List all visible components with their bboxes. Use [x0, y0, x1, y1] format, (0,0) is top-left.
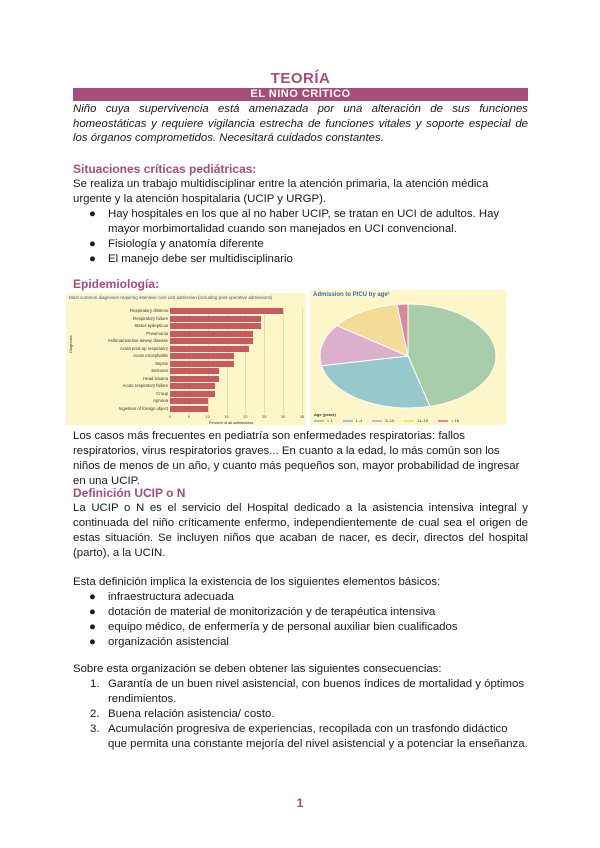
- x-tick-label: 5: [187, 415, 190, 419]
- numbered-list-consecuencias: [73, 677, 528, 752]
- list-item: 1. Garantía de un buen nivel asistencial, con buenos índices de mortalidad y óptimos rendimientos.: [90, 678, 525, 705]
- bar: [170, 316, 261, 322]
- bar-row: [66, 353, 306, 359]
- bullet-icon: ●: [89, 238, 96, 250]
- page-title: TEORÍA: [270, 70, 331, 87]
- bar-label: Head trauma: [143, 375, 168, 381]
- bar-row: [66, 316, 306, 322]
- x-tick-label: 35: [299, 415, 305, 419]
- pie-chart-title: Admission to PICU by age¹: [313, 292, 390, 298]
- bar: [170, 331, 253, 337]
- bar-row: [66, 331, 306, 337]
- list-item: ● equipo médico, de enfermería y de personal auxiliar bien cualificados: [89, 621, 458, 633]
- bar-label: Respiratory failure: [133, 315, 168, 321]
- heading-situaciones: Situaciones críticas pediátricas:: [73, 162, 257, 176]
- paragraph-epidemiologia: Los casos más frecuentes en pediatría son enfermedades respiratorias: fallos respiratorios, virus respiratorios graves... En cuanto a la edad, lo más común son los niños de menos de un año, y cuanto más pequeños son, mayor probabilidad de ingresar en una UCIP.: [73, 430, 520, 487]
- legend-item: > 16: [438, 418, 459, 423]
- bar-label: Acute post-op respiratory: [119, 345, 168, 351]
- bar-row: [66, 391, 306, 397]
- legend-item: 11–15: [404, 418, 428, 423]
- bar-label: Asthma/reactive airway disease: [107, 338, 168, 343]
- bar: [170, 308, 283, 314]
- bar: [170, 353, 234, 359]
- x-tick-label: 25: [262, 415, 267, 419]
- bar-row: [66, 406, 306, 412]
- list-item: ● Fisiología y anatomía diferente: [89, 238, 264, 250]
- bar-row: [66, 323, 306, 329]
- bullet-icon: ●: [89, 253, 96, 265]
- bar: [170, 323, 261, 329]
- diagnoses-bar-chart: [66, 293, 306, 425]
- bar-label: Croup: [156, 390, 168, 396]
- bar-label: Apnoea: [153, 398, 168, 403]
- legend-swatch: [343, 420, 353, 422]
- bar: [170, 391, 215, 397]
- heading-epidemiologia: Epidemiología:: [73, 277, 160, 291]
- paragraph-elementos-intro: Esta definición implica la existencia de los siguientes elementos básicos:: [73, 576, 441, 588]
- x-tick-label: 0: [168, 415, 172, 419]
- bar: [170, 406, 208, 412]
- bar-row: [66, 383, 306, 389]
- bar: [170, 346, 249, 352]
- x-tick-label: 20: [243, 415, 248, 419]
- list-item: ● Hay hospitales en los que al no haber UCIP, se tratan en UCI de adultos. Hay mayor morbimortalidad cuando son manejados en UCI convencional.: [89, 208, 500, 235]
- legend-swatch: [404, 420, 414, 422]
- pie-legend: [314, 418, 459, 423]
- list-item: ● infraestructura adecuada: [89, 591, 235, 603]
- list-item: ● organización asistencial: [89, 636, 229, 648]
- bullet-icon: ●: [89, 606, 96, 618]
- bar-label: Acute encephalitis: [133, 353, 168, 358]
- bar: [170, 376, 219, 382]
- pie-legend-title: Age (years): [314, 412, 336, 417]
- intro-definition: Niño cuya supervivencia está amenazada por una alteración de sus funciones homeostáticas y requiere vigilancia estrecha de funciones vitales y soporte especial de los órganos comprometidos. Necesitará cuidados constantes.: [73, 103, 528, 144]
- page-number: 1: [296, 796, 304, 810]
- legend-item: < 1: [314, 418, 333, 423]
- x-tick-label: 15: [224, 415, 229, 419]
- paragraph-definicion: La UCIP o N es el servicio del Hospital dedicado a la asistencia intensiva integral y continuada del niño críticamente enfermo, independientemente de cual sea el origen de estas situación. Se incluyen niños que acaban de nacer, es decir, directos del hospital (parto), a la UCIN.: [73, 502, 528, 559]
- bar-label: Seizures: [151, 368, 168, 373]
- list-item: ● El manejo debe ser multidisciplinario: [89, 253, 293, 265]
- bar: [170, 338, 253, 344]
- bar-row: [66, 338, 306, 344]
- bar-row: [66, 368, 306, 374]
- list-item: ● dotación de material de monitorización y de terapéutica intensiva: [89, 606, 436, 618]
- bullet-icon: ●: [89, 591, 96, 603]
- bar-chart-xlabel: Percent of all admissions: [208, 420, 254, 425]
- bullet-icon: ●: [89, 621, 96, 633]
- list-item: 3. Acumulación progresiva de experiencias, recopilada con un trasfondo didáctico que permita una constante mejoría del nivel asistencial y a potenciar la enseñanza.: [90, 723, 528, 750]
- x-tick-label: 10: [205, 415, 210, 419]
- bar: [170, 361, 234, 367]
- bar: [170, 383, 215, 389]
- bar-label: Status epilepticus: [134, 323, 168, 328]
- pie-chart-graphic: [318, 302, 498, 410]
- legend-swatch: [438, 420, 448, 422]
- age-pie-chart: [310, 290, 506, 425]
- bar-row: [66, 308, 306, 314]
- bar: [170, 398, 208, 404]
- bar-row: [66, 361, 306, 367]
- bar: [170, 368, 219, 374]
- bullet-list-elementos: [73, 590, 528, 650]
- paragraph-consecuencias-intro: Sobre esta organización se deben obtener las siguientes consecuencias:: [73, 663, 442, 675]
- section-banner: EL NIÑO CRÍTICO: [73, 88, 528, 101]
- bar-label: Acute respiratory failure: [122, 383, 168, 388]
- legend-item: 1–4: [343, 418, 363, 423]
- list-item: 2. Buena relación asistencia/ costo.: [90, 708, 275, 720]
- bar-chart-ylabel: Diagnosis: [68, 335, 73, 353]
- paragraph-situaciones: Se realiza un trabajo multidisciplinar entre la atención primaria, la atención médica urgente y la atención hospitalaria (UCIP y URGP).: [73, 178, 489, 205]
- bar-row: [66, 398, 306, 404]
- x-tick-label: 30: [281, 415, 286, 419]
- bar-row: [66, 376, 306, 382]
- legend-swatch: [372, 420, 382, 422]
- bar-chart-title: Most common diagnoses requiring intensive care unit admission (including post-operative admissions): [69, 295, 273, 300]
- bullet-icon: ●: [89, 208, 96, 220]
- heading-definicion: Definición UCIP o N: [73, 486, 186, 500]
- bar-label: Respiratory distress: [130, 308, 168, 313]
- bar-label: Pneumonia: [146, 330, 168, 336]
- bar-label: Ingestion of foreign object: [118, 405, 168, 411]
- bar-row: [66, 346, 306, 352]
- bullet-icon: ●: [89, 636, 96, 648]
- bar-label: Sepsis: [155, 360, 168, 366]
- bullet-list-situaciones: [73, 207, 528, 267]
- legend-swatch: [314, 420, 324, 422]
- legend-item: 5–10: [372, 418, 394, 423]
